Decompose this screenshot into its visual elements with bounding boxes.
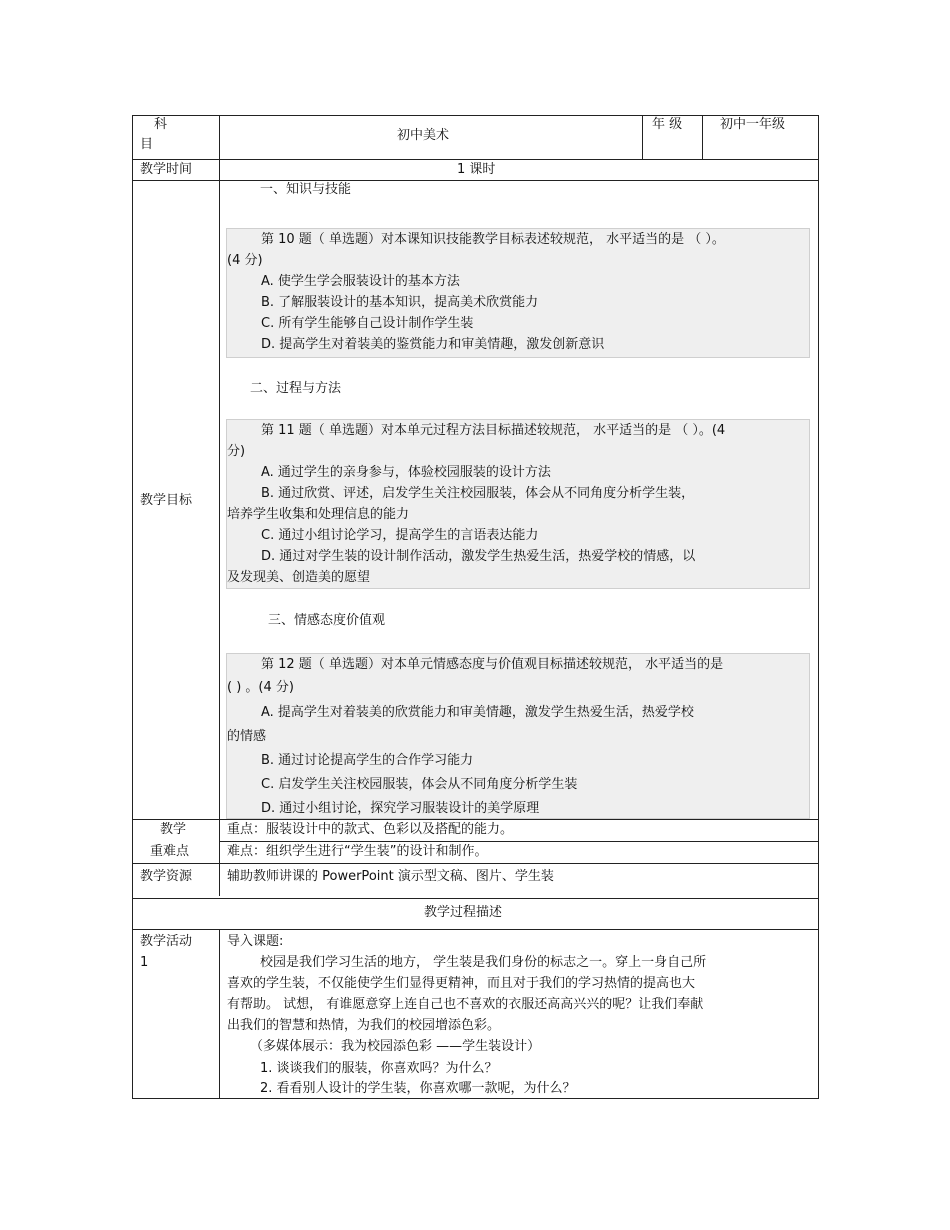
subject-label-2: 目 [140, 137, 154, 152]
subject-row [132, 115, 818, 159]
resources-row [132, 863, 818, 896]
time-value: 1 课时 [457, 162, 496, 177]
activity-paragraph-4: 出我们的智慧和热情，为我们的校园增添色彩。 [227, 1018, 501, 1033]
q10-option-a: A. 使学生学会服装设计的基本方法 [261, 274, 460, 289]
resources-label: 教学资源 [140, 869, 193, 884]
q12-score: ( ) 。(4 分) [227, 680, 294, 695]
subject-label: 科 [154, 117, 168, 132]
activity-intro: 导入课题: [227, 934, 284, 949]
activity-item-2: 2. 看看别人设计的学生装，你喜欢哪一款呢，为什么？ [260, 1081, 576, 1096]
activity-item-1: 1. 谈谈我们的服装，你喜欢吗？为什么？ [260, 1061, 498, 1076]
q11-option-d-cont: 及发现美、创造美的愿望 [227, 570, 371, 585]
q10-option-c: C. 所有学生能够自己设计制作学生装 [261, 316, 474, 331]
activity-label: 教学活动 [140, 934, 193, 949]
question-11 [226, 419, 810, 589]
time-label: 教学时间 [140, 162, 193, 177]
q11-option-d: D. 通过对学生装的设计制作活动，激发学生热爱生活，热爱学校的情感，以 [261, 549, 696, 564]
q11-option-b-cont: 培养学生收集和处理信息的能力 [227, 507, 410, 522]
q12-option-d: D. 通过小组讨论，探究学习服装设计的美学原理 [261, 801, 540, 816]
q11-option-c: C. 通过小组讨论学习，提高学生的言语表达能力 [261, 528, 539, 543]
question-12 [226, 653, 810, 819]
question-10 [226, 228, 810, 358]
objectives-label: 教学目标 [140, 493, 193, 508]
q11-score: 分) [227, 444, 246, 459]
activity-paragraph-3: 有帮助。 试想， 有谁愿意穿上连自己也不喜欢的衣服还高高兴兴的呢？让我们奉献 [227, 997, 704, 1012]
q12-option-b: B. 通过讨论提高学生的合作学习能力 [261, 753, 474, 768]
keypoints-row [132, 819, 818, 864]
grade-label: 年 级 [652, 117, 683, 132]
keypoints-label-2: 重难点 [150, 844, 190, 859]
keypoints-label: 教学 [160, 822, 187, 837]
activity-media: （多媒体展示：我为校园添色彩 ——学生装设计） [250, 1039, 541, 1054]
process-title-row [132, 898, 818, 931]
q10-stem: 第 10 题（ 单选题）对本课知识技能教学目标表述较规范， 水平适当的是 （ ）。 [261, 232, 725, 247]
key-point: 重点：服装设计中的款式、色彩以及搭配的能力。 [227, 822, 514, 837]
q11-stem: 第 11 题（ 单选题）对本单元过程方法目标描述较规范， 水平适当的是 （ ）。(4 [261, 423, 726, 438]
grade-value: 初中一年级 [720, 117, 786, 132]
q10-score: (4 分) [227, 253, 263, 268]
activity-paragraph-2: 喜欢的学生装，不仅能使学生们显得更精神，而且对于我们的学习热情的提高也大 [227, 976, 696, 991]
subject-value: 初中美术 [397, 128, 450, 143]
activity-paragraph-1: 校园是我们学习生活的地方， 学生装是我们身份的标志之一。穿上一身自己所 [260, 955, 707, 970]
activity-number: 1 [140, 955, 149, 970]
q12-option-c: C. 启发学生关注校园服装，体会从不同角度分析学生装 [261, 777, 578, 792]
q12-option-a: A. 提高学生对着装美的欣赏能力和审美情趣，激发学生热爱生活，热爱学校 [261, 705, 694, 720]
difficult-point: 难点：组织学生进行“学生装”的设计和制作。 [227, 844, 488, 859]
resources-value: 辅助教师讲课的 PowerPoint 演示型文稿、图片、学生装 [227, 869, 554, 884]
process-title: 教学过程描述 [424, 905, 503, 920]
section-process-title: 二、过程与方法 [250, 381, 342, 396]
q12-stem: 第 12 题（ 单选题）对本单元情感态度与价值观目标描述较规范， 水平适当的是 [261, 657, 724, 672]
section-knowledge-title: 一、知识与技能 [260, 182, 352, 197]
q10-option-d: D. 提高学生对着装美的鉴赏能力和审美情趣，激发创新意识 [261, 337, 605, 352]
time-row [132, 159, 818, 181]
section-attitude-title: 三、情感态度价值观 [268, 613, 386, 628]
q12-option-a-cont: 的情感 [227, 729, 267, 744]
q11-option-a: A. 通过学生的亲身参与，体验校园服装的设计方法 [261, 465, 551, 480]
q10-option-b: B. 了解服装设计的基本知识，提高美术欣赏能力 [261, 295, 539, 310]
objectives-row [132, 180, 818, 820]
q11-option-b: B. 通过欣赏、评述，启发学生关注校园服装，体会从不同角度分析学生装， [261, 486, 695, 501]
activity-row [132, 929, 818, 1098]
